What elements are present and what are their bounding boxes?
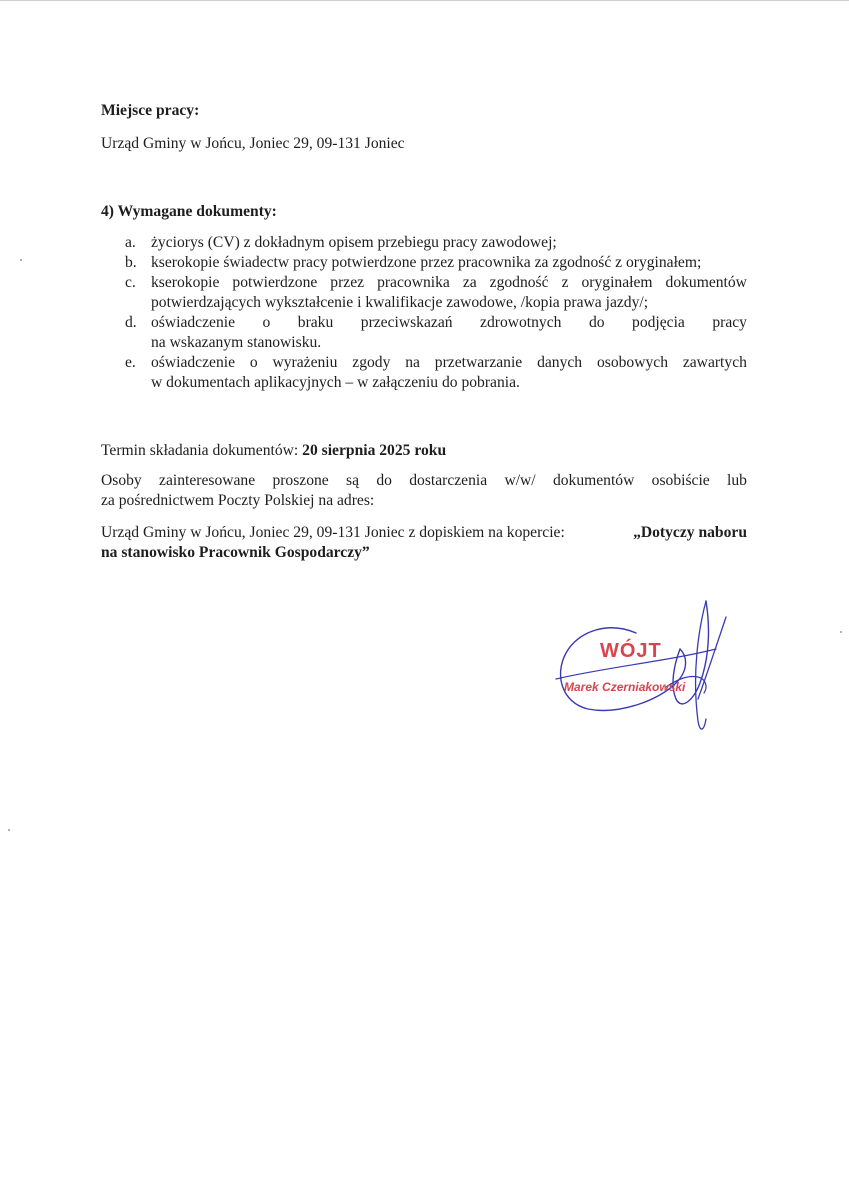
word: z: [561, 274, 569, 291]
deadline-date: 20 sierpnia 2025 roku: [302, 442, 447, 459]
word: oświadczenie: [151, 354, 235, 371]
word: lub: [727, 472, 747, 489]
word: danych: [537, 354, 583, 371]
document-item-d: [101, 313, 747, 353]
word: o: [249, 354, 258, 371]
word: do: [376, 472, 392, 489]
stamp-name: Marek Czerniakowski: [564, 680, 686, 694]
word: podjęcia: [632, 314, 685, 331]
signature-stroke: [696, 601, 706, 729]
word: dokumentów: [665, 274, 747, 291]
word: są: [346, 472, 360, 489]
word: zgody: [352, 354, 391, 371]
scan-speck: [840, 631, 842, 633]
word: pracy: [712, 314, 747, 331]
scan-speck: [20, 259, 22, 261]
word: oryginałem: [581, 274, 653, 291]
word: oświadczenie: [151, 314, 235, 331]
document-item-c: [101, 273, 747, 313]
word: zgodność: [489, 274, 549, 291]
documents-list: [101, 233, 747, 393]
item-text-line: w dokumentach aplikacyjnych – w załączeniu do pobrania.: [151, 374, 520, 391]
word: na: [405, 354, 420, 371]
handwritten-signature: [556, 601, 726, 729]
mailing-subject: na stanowisko Pracownik Gospodarczy”: [101, 544, 370, 561]
item-marker: e.: [125, 354, 136, 371]
word: potwierdzone: [232, 274, 318, 291]
item-marker: c.: [125, 274, 136, 291]
workplace-heading: Miejsce pracy:: [101, 102, 200, 119]
item-text-line: [151, 273, 747, 293]
mailing-paragraph: [101, 523, 747, 563]
word: pracownika: [377, 274, 450, 291]
mailing-line: [101, 523, 747, 543]
item-marker: b.: [125, 254, 137, 271]
word: kserokopie: [151, 274, 220, 291]
stamp-title: WÓJT: [600, 640, 662, 662]
word: w/w/: [504, 472, 536, 489]
word: za: [462, 274, 477, 291]
documents-heading: 4) Wymagane dokumenty:: [101, 203, 277, 220]
signature-stamp: [548, 591, 748, 741]
item-text-line: [151, 313, 747, 333]
workplace-address: Urząd Gminy w Jońcu, Joniec 29, 09-131 Joniec: [101, 135, 405, 152]
word: do: [588, 314, 605, 331]
word: o: [262, 314, 271, 331]
word: przeciwskazań: [360, 314, 453, 331]
item-text-line: [151, 353, 747, 373]
item-text-line: potwierdzających wykształcenie i kwalifikacje zawodowe, /kopia prawa jazdy/;: [151, 294, 649, 311]
deadline-line: [101, 441, 747, 461]
mailing-subject: „Dotyczy naboru: [633, 524, 747, 541]
deadline-label: Termin składania dokumentów:: [101, 442, 303, 459]
document-content: [101, 101, 747, 563]
submission-line: za pośrednictwem Poczty Polskiej na adres:: [101, 492, 375, 509]
submission-paragraph: [101, 471, 747, 511]
document-item-a: [101, 233, 747, 253]
word: zdrowotnych: [480, 314, 562, 331]
word: wyrażeniu: [272, 354, 338, 371]
word: osobiście: [651, 472, 710, 489]
item-text: kserokopie świadectw pracy potwierdzone przez pracownika za zgodność z oryginałem;: [151, 254, 702, 271]
document-item-e: [101, 353, 747, 393]
word: dokumentów: [552, 472, 635, 489]
word: przetwarzanie: [434, 354, 523, 371]
mailing-prefix: Urząd Gminy w Jońcu, Joniec 29, 09-131 Joniec z dopiskiem na kopercie:: [101, 524, 565, 541]
word: osobowych: [596, 354, 668, 371]
word: braku: [297, 314, 334, 331]
item-marker: d.: [125, 314, 137, 331]
mailing-line: [101, 543, 747, 563]
word: przez: [330, 274, 365, 291]
word: dostarczenia: [409, 472, 488, 489]
scan-speck: [8, 829, 10, 831]
signature-stroke: [698, 617, 726, 699]
word: zainteresowane: [159, 472, 256, 489]
submission-line: [101, 471, 747, 491]
item-text-line: na wskazanym stanowisku.: [151, 334, 322, 351]
word: zawartych: [682, 354, 747, 371]
document-item-b: [101, 253, 747, 273]
item-marker: a.: [125, 234, 136, 251]
item-text: życiorys (CV) z dokładnym opisem przebiegu pracy zawodowej;: [151, 234, 557, 251]
word: Osoby: [101, 472, 142, 489]
word: proszone: [272, 472, 329, 489]
